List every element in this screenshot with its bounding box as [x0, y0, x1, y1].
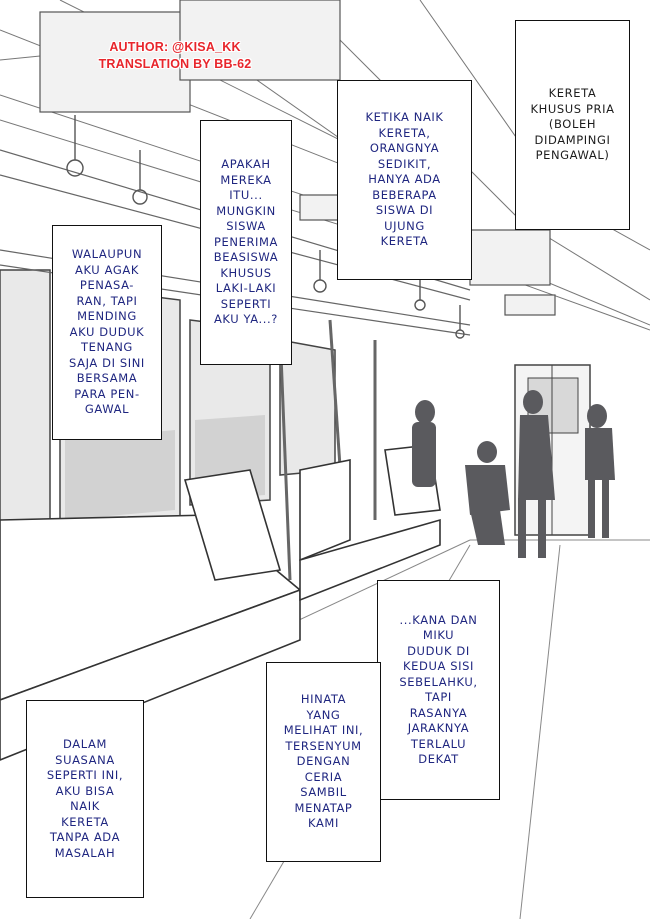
caption-line: TERLALU: [410, 736, 467, 751]
caption-line: RASANYA: [409, 705, 468, 720]
caption-line: SEDIKIT,: [377, 156, 432, 171]
caption-line: (BOLEH: [548, 117, 597, 132]
caption-when-riding: [337, 80, 472, 280]
caption-line: KERETA,: [378, 125, 431, 140]
author-credit: AUTHOR: @KISA_KK: [109, 40, 241, 54]
caption-men-only-car-text: [530, 86, 614, 164]
caption-line: SEBELAHKU,: [399, 674, 478, 689]
caption-line: MELIHAT INI,: [283, 723, 364, 738]
caption-line: ...KANA DAN: [399, 612, 478, 627]
caption-line: AKU DUDUK: [69, 324, 145, 339]
caption-curious: [52, 225, 162, 440]
caption-kana-miku-text: [399, 613, 477, 768]
caption-line: KAMI: [308, 816, 339, 831]
caption-line: KETIKA NAIK: [365, 110, 444, 125]
caption-line: SEPERTI INI,: [46, 768, 124, 782]
caption-kana-miku: [377, 580, 500, 800]
caption-line: KEDUA SISI: [403, 659, 474, 673]
caption-scholarship-text: [214, 157, 278, 328]
caption-line: SEPERTI: [220, 296, 272, 311]
caption-line: TENANG: [81, 340, 133, 355]
caption-line: PENERIMA: [213, 234, 279, 249]
caption-line: GAWAL: [84, 402, 130, 417]
caption-hinata-text: [284, 692, 364, 832]
caption-line: CERIA: [304, 769, 343, 784]
caption-line: ITU...: [229, 188, 263, 203]
caption-line: SISWA: [226, 219, 266, 234]
caption-atmosphere-text: [47, 737, 123, 861]
caption-line: NAIK: [70, 799, 100, 813]
caption-line: MASALAH: [54, 845, 116, 860]
caption-line: TANPA ADA: [49, 830, 121, 844]
caption-line: MENDING: [77, 309, 137, 324]
caption-line: DIDAMPINGI: [534, 132, 611, 147]
caption-line: KERETA: [380, 234, 429, 249]
caption-line: AKU BISA: [55, 783, 115, 798]
caption-line: KERETA: [61, 814, 109, 829]
caption-line: BEBERAPA: [372, 187, 437, 202]
caption-men-only-car: [515, 20, 630, 230]
caption-line: LAKI-LAKI: [215, 281, 277, 296]
caption-line: SAMBIL: [300, 785, 347, 800]
caption-line: MENATAP: [294, 800, 353, 815]
caption-when-riding-text: [365, 110, 443, 250]
caption-line: DEKAT: [418, 752, 459, 766]
caption-line: HANYA ADA: [368, 172, 441, 187]
caption-line: SISWA DI: [375, 203, 434, 218]
caption-curious-text: [69, 247, 145, 418]
caption-line: AKU AGAK: [75, 262, 139, 277]
caption-line: APAKAH: [221, 157, 271, 172]
caption-line: DENGAN: [296, 754, 351, 769]
caption-line: ORANGNYA: [369, 141, 440, 156]
caption-line: AKU YA...?: [213, 312, 279, 327]
caption-line: SAJA DI SINI: [69, 355, 145, 370]
caption-line: KHUSUS: [220, 265, 272, 280]
caption-line: SUASANA: [55, 752, 115, 767]
caption-line: DUDUK DI: [407, 643, 470, 658]
caption-line: MUNGKIN: [216, 203, 276, 218]
caption-line: KHUSUS PRIA: [530, 101, 615, 116]
caption-line: YANG: [306, 707, 341, 722]
caption-line: MIKU: [422, 628, 455, 642]
caption-line: TAPI: [425, 690, 452, 704]
translation-credit: TRANSLATION BY BB-62: [98, 57, 252, 71]
caption-line: BEASISWA: [213, 250, 279, 265]
caption-hinata: [266, 662, 381, 862]
caption-line: TERSENYUM: [285, 738, 362, 753]
caption-line: BERSAMA: [76, 371, 138, 386]
caption-line: JARAKNYA: [407, 721, 470, 735]
caption-scholarship: [200, 120, 292, 365]
caption-line: WALAUPUN: [71, 247, 143, 262]
caption-line: RAN, TAPI: [76, 293, 138, 308]
caption-line: PENASA-: [79, 278, 135, 293]
caption-line: PARA PEN-: [74, 386, 140, 401]
caption-line: DALAM: [63, 737, 107, 751]
caption-line: KERETA: [548, 86, 597, 101]
caption-line: PENGAWAL): [535, 148, 610, 163]
caption-atmosphere: [26, 700, 144, 898]
caption-line: HINATA: [300, 692, 347, 707]
caption-line: UJUNG: [384, 218, 425, 233]
caption-line: MEREKA: [220, 172, 272, 187]
